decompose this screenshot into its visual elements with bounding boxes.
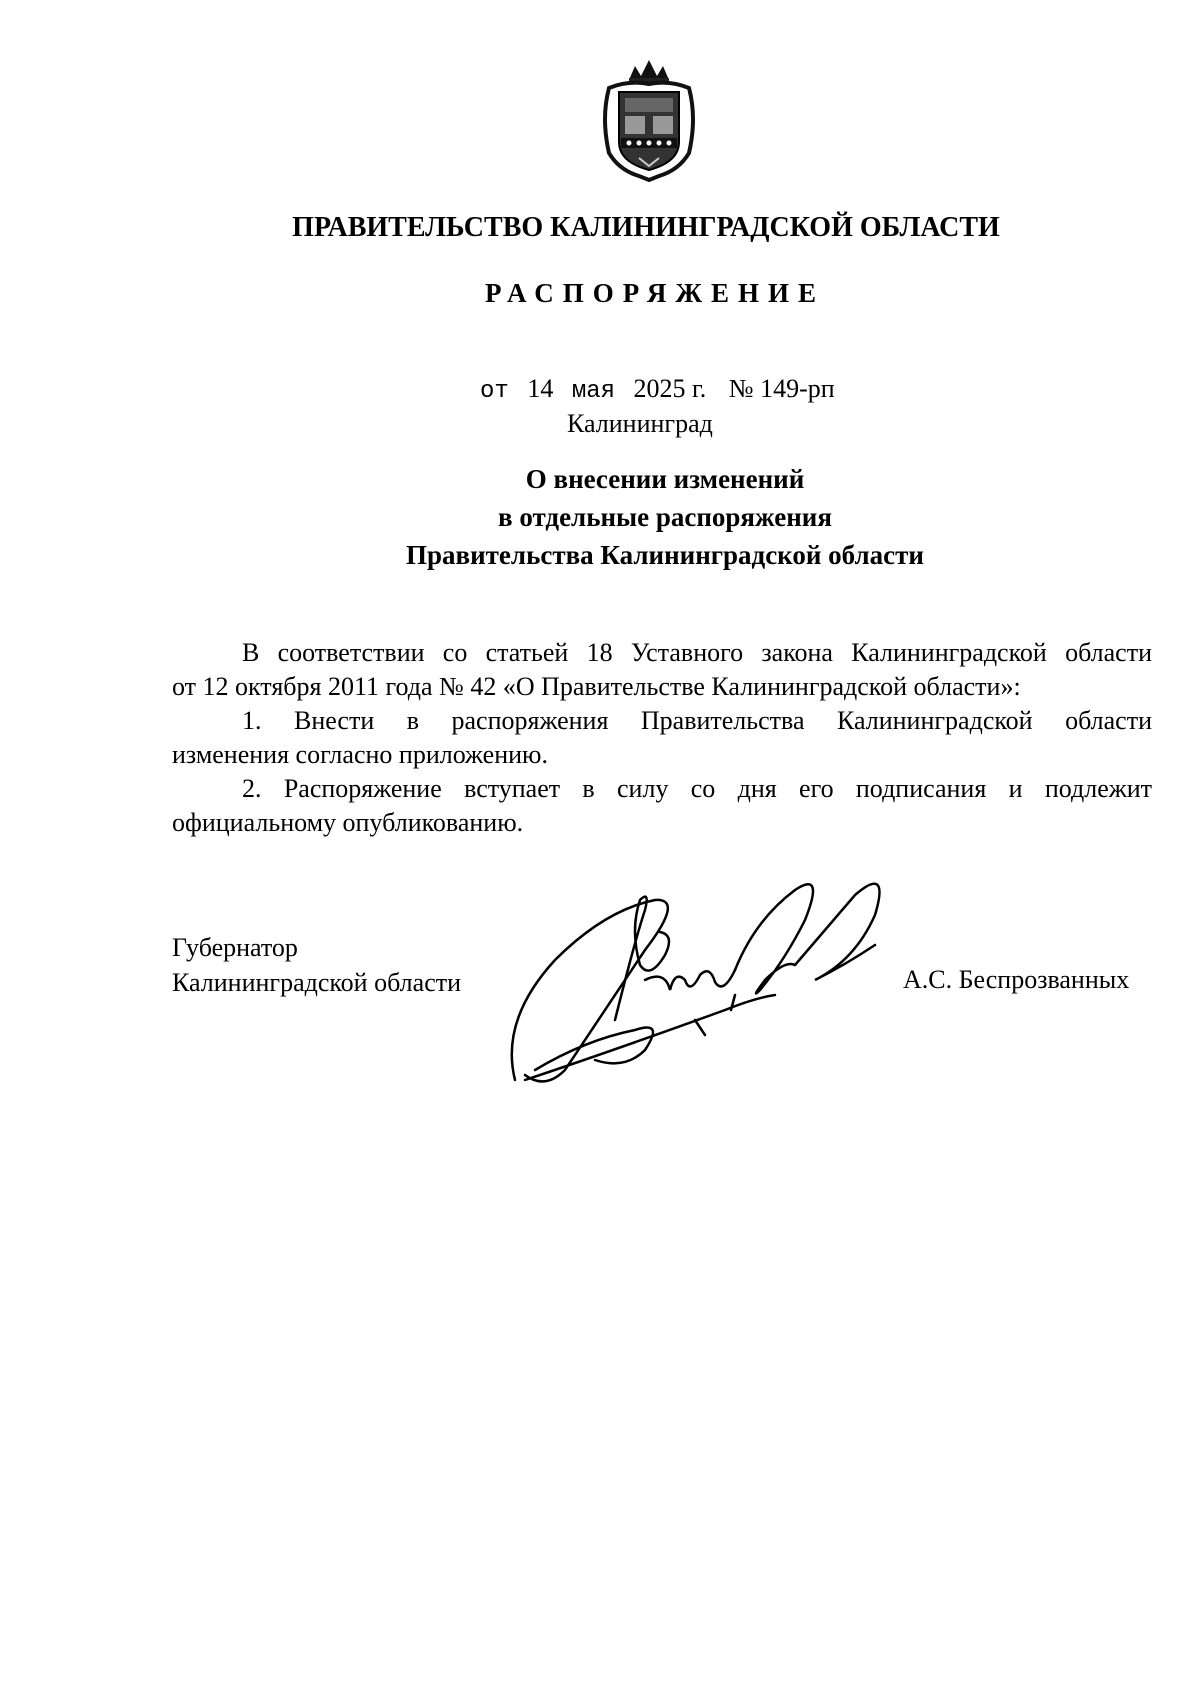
item-1-line-2: изменения согласно приложению.	[172, 740, 548, 769]
coat-of-arms-emblem	[598, 58, 700, 182]
item-2-line-1: 2. Распоряжение вступает в силу со дня его подписания и подлежит	[242, 774, 1152, 803]
organization-name: ПРАВИТЕЛЬСТВО КАЛИНИНГРАДСКОЙ ОБЛАСТИ	[292, 212, 1000, 243]
date-year: 2025 г.	[633, 374, 707, 403]
item-2-paragraph	[172, 772, 1152, 840]
position-line-1: Губернатор	[172, 933, 298, 962]
signatory-name: А.С. Беспрозванных	[903, 965, 1130, 994]
title-line-3: Правительства Калининградской области	[406, 540, 924, 570]
intro-line-1: В соответствии со статьей 18 Уставного закона Калининградской области	[242, 638, 1152, 667]
intro-paragraph	[172, 636, 1152, 704]
item-1-paragraph	[172, 704, 1152, 772]
position-line-2: Калининградской области	[172, 968, 462, 997]
item-1-line-1: 1. Внести в распоряжения Правительства Калининградской области	[242, 706, 1152, 735]
title-line-1: О внесении изменений	[525, 464, 805, 494]
title-line-2: в отдельные распоряжения	[498, 502, 832, 532]
item-2-line-2: официальному опубликованию.	[172, 808, 524, 837]
handwritten-signature	[495, 870, 945, 1095]
document-number: № 149-рп	[728, 374, 835, 403]
date-day: 14	[527, 374, 554, 403]
city: Калининград	[567, 409, 713, 438]
date-prefix: от	[480, 378, 509, 405]
date-number-line	[480, 374, 847, 405]
signatory-position	[172, 930, 461, 1000]
date-month: мая	[571, 378, 616, 405]
intro-line-2: от 12 октября 2011 года № 42 «О Правительстве Калининградской области»:	[172, 672, 1021, 701]
document-type: РАСПОРЯЖЕНИЕ	[485, 278, 826, 308]
